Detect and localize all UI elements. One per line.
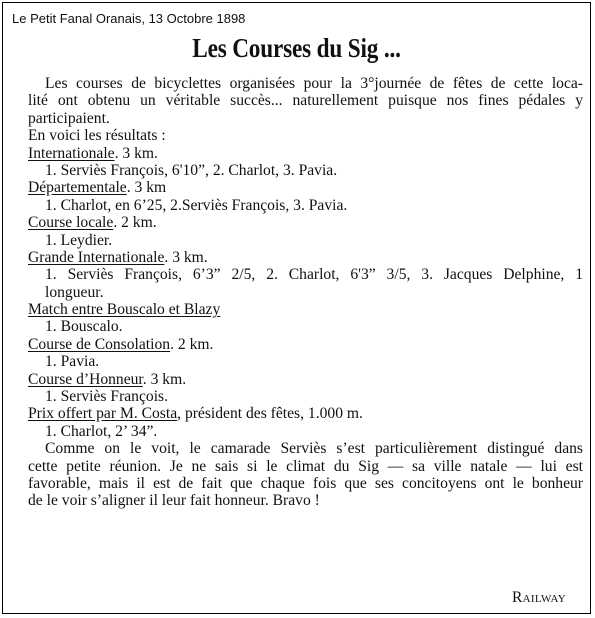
race-item <box>28 371 583 406</box>
race-detail: . 2 km. <box>113 214 157 232</box>
race-result: 1. Serviès François. <box>45 388 168 406</box>
race-name: Prix offert par M. Costa <box>28 405 178 423</box>
race-result: 1. Charlot, 2’ 34”. <box>45 422 158 440</box>
race-item <box>28 145 583 180</box>
race-name: Course de Consolation <box>28 335 171 353</box>
conclusion-line-1: Comme on le voit, le camarade Serviès s’est particulièrement distingué dans <box>45 440 583 458</box>
race-detail: . 3 km <box>126 179 167 197</box>
race-result: 1. Leydier. <box>45 231 113 249</box>
race-item <box>28 214 583 249</box>
race-result: 1. Charlot, en 6’25, 2.Serviès François, 3. Pavia. <box>45 196 348 214</box>
race-result-continued: longueur. <box>45 283 104 301</box>
race-result: 1. Serviès François, 6'10”, 2. Charlot, 3. Pavia. <box>45 161 338 179</box>
author-signature: Railway <box>511 589 566 606</box>
race-name: Internationale <box>28 144 115 162</box>
race-name: Départementale <box>28 179 127 197</box>
conclusion-line-4: de le voir s’aligner il leur fait honneur. Bravo ! <box>28 492 320 510</box>
race-detail: . 2 km. <box>170 335 214 353</box>
race-detail: . 3 km. <box>142 370 187 388</box>
results-intro: En voici les résultats : <box>28 127 166 145</box>
intro-line-1: Les courses de bicyclettes organisées pour la 3°journée de fêtes de cette loca- <box>45 75 583 92</box>
race-detail: . 3 km. <box>114 144 158 162</box>
article-body <box>28 75 583 510</box>
article-title: Les Courses du Sig ... <box>192 33 401 63</box>
race-detail: . 3 km. <box>164 248 208 266</box>
race-item <box>28 179 583 214</box>
race-item <box>28 301 583 336</box>
race-detail: , président des fêtes, 1.000 m. <box>177 405 363 423</box>
newspaper-source: Le Petit Fanal Oranais, 13 Octobre 1898 <box>12 11 246 26</box>
race-name: Match entre Bouscalo et Blazy <box>28 301 221 319</box>
conclusion-line-2: cette petite réunion. Je ne sais si le climat du Sig — sa ville natale — lui est <box>28 457 583 475</box>
conclusion-line-3: favorable, mais il est de fait que chaque fois que ses concitoyens ont le bonheur <box>28 474 583 492</box>
race-result: 1. Serviès François, 6’3” 2/5, 2. Charlot, 6'3” 3/5, 3. Jacques Delphine, 1 <box>45 266 583 284</box>
race-result: 1. Bouscalo. <box>45 318 123 336</box>
race-list <box>28 145 583 441</box>
article-frame <box>2 2 591 614</box>
race-name: Course d’Honneur <box>28 370 143 388</box>
intro-line-3: participaient. <box>28 109 110 127</box>
race-name: Grande Internationale <box>28 248 165 266</box>
race-name: Course locale <box>28 214 114 232</box>
race-item <box>28 405 583 440</box>
race-result: 1. Pavia. <box>45 353 100 371</box>
race-item <box>28 336 583 371</box>
race-item <box>28 249 583 301</box>
intro-line-2: lité ont obtenu un véritable succès... naturellement puisque nos fines pédales y <box>28 92 583 110</box>
